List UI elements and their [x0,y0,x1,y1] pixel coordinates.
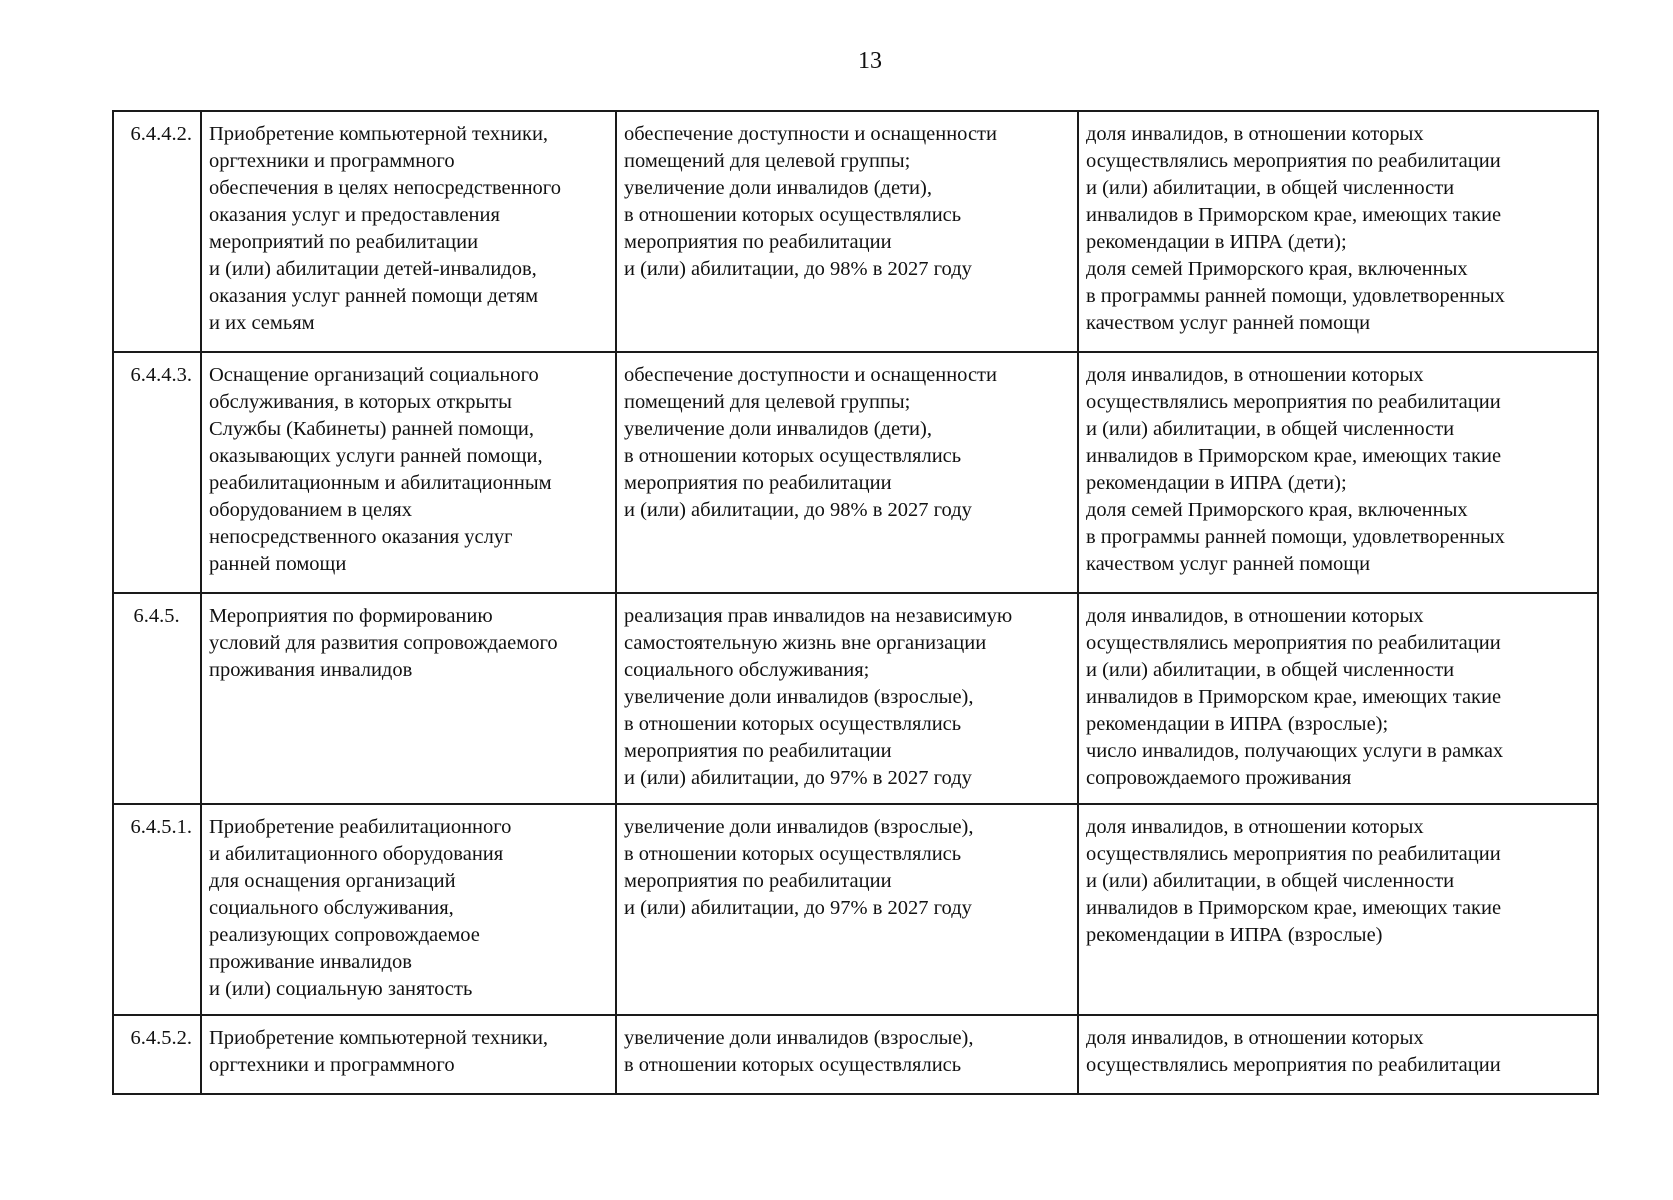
target-indicator: доля инвалидов, в отношении которых осуществлялись мероприятия по реабилитации и (или) абилитации, в общей численности инвалидов в Приморском крае, имеющих такие рекомендации в ИПРА (взрослые) [1078,804,1598,1015]
row-number: 6.4.4.2. [113,111,201,352]
expected-result: обеспечение доступности и оснащенности помещений для целевой группы; увеличение доли инвалидов (дети), в отношении которых осуществлялись мероприятия по реабилитации и (или) абилитации, до 98% в 2027 году [616,352,1078,593]
page-number: 13 [858,48,882,74]
table-row [113,593,1598,804]
expected-result: обеспечение доступности и оснащенности помещений для целевой группы; увеличение доли инвалидов (дети), в отношении которых осуществлялись мероприятия по реабилитации и (или) абилитации, до 98% в 2027 году [616,111,1078,352]
row-number: 6.4.5.1. [113,804,201,1015]
target-indicator: доля инвалидов, в отношении которых осуществлялись мероприятия по реабилитации и (или) абилитации, в общей численности инвалидов в Приморском крае, имеющих такие рекомендации в ИПРА (дети); доля семей Приморского края, включенных в программы ранней помощи, удовлетворенных качеством услуг ранней помощи [1078,111,1598,352]
row-number: 6.4.5.2. [113,1015,201,1094]
expected-result: увеличение доли инвалидов (взрослые), в отношении которых осуществлялись [616,1015,1078,1094]
target-indicator: доля инвалидов, в отношении которых осуществлялись мероприятия по реабилитации и (или) абилитации, в общей численности инвалидов в Приморском крае, имеющих такие рекомендации в ИПРА (дети); доля семей Приморского края, включенных в программы ранней помощи, удовлетворенных качеством услуг ранней помощи [1078,352,1598,593]
expected-result: увеличение доли инвалидов (взрослые), в отношении которых осуществлялись мероприятия по реабилитации и (или) абилитации, до 97% в 2027 году [616,804,1078,1015]
activity-name: Приобретение компьютерной техники, оргтехники и программного [201,1015,616,1094]
activity-name: Оснащение организаций социального обслуживания, в которых открыты Службы (Кабинеты) ранней помощи, оказывающих услуги ранней помощи, реабилитационным и абилитационным оборудованием в целях непосредственного оказания услуг ранней помощи [201,352,616,593]
activity-name: Мероприятия по формированию условий для развития сопровождаемого проживания инвалидов [201,593,616,804]
target-indicator: доля инвалидов, в отношении которых осуществлялись мероприятия по реабилитации [1078,1015,1598,1094]
row-number: 6.4.4.3. [113,352,201,593]
table-row [113,1015,1598,1094]
activity-name: Приобретение компьютерной техники, оргтехники и программного обеспечения в целях непосредственного оказания услуг и предоставления мероприятий по реабилитации и (или) абилитации детей-инвалидов, оказания услуг ранней помощи детям и их семьям [201,111,616,352]
activity-name: Приобретение реабилитационного и абилитационного оборудования для оснащения организаций социального обслуживания, реализующих сопровождаемое проживание инвалидов и (или) социальную занятость [201,804,616,1015]
expected-result: реализация прав инвалидов на независимую самостоятельную жизнь вне организации социального обслуживания; увеличение доли инвалидов (взрослые), в отношении которых осуществлялись мероприятия по реабилитации и (или) абилитации, до 97% в 2027 году [616,593,1078,804]
target-indicator: доля инвалидов, в отношении которых осуществлялись мероприятия по реабилитации и (или) абилитации, в общей численности инвалидов в Приморском крае, имеющих такие рекомендации в ИПРА (взрослые); число инвалидов, получающих услуги в рамках сопровождаемого проживания [1078,593,1598,804]
table-row [113,804,1598,1015]
row-number: 6.4.5. [113,593,201,804]
table-row [113,352,1598,593]
activities-table [112,110,1599,1095]
table-row [113,111,1598,352]
